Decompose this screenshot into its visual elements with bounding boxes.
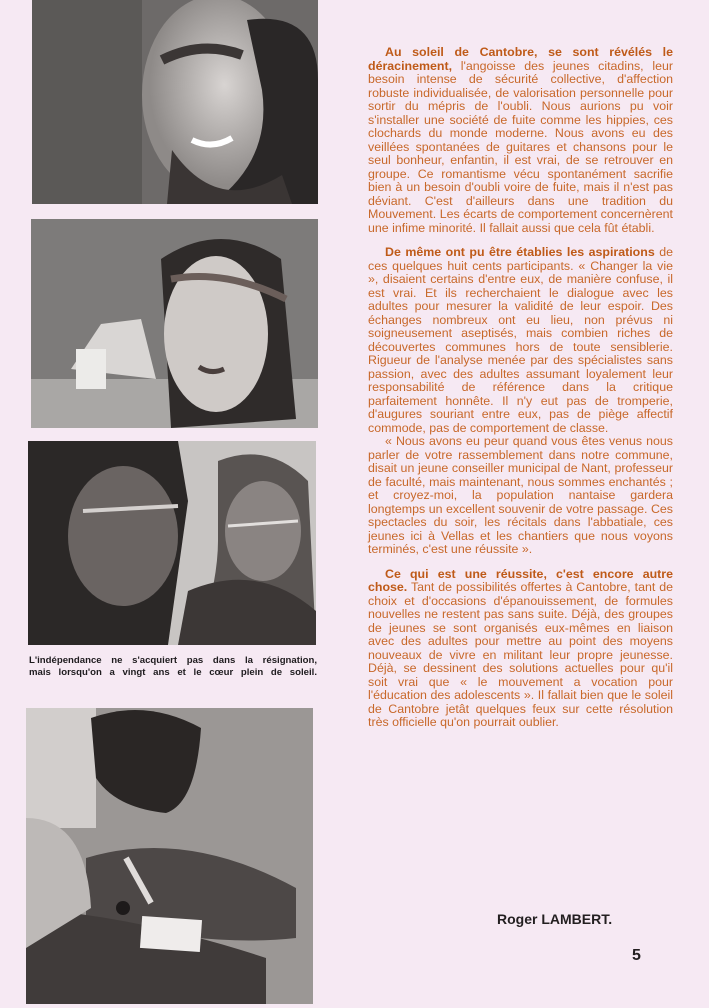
paragraph-text: Tant de possibilités offertes à Cantobre, tant de choix et d'occasions d'épanouissement, de formules nouvelles ne restent pas sans suite. Déjà, des groupes de jeunes se sont organisés eux-mêmes en liaison avec des adultes pour mettre au point des moyens nouveaux de vivre en militant leur propre jeunesse. Déjà, se dessinent des solutions actuelles pour qu'il soit vrai que « le mouvement a vocation pour l'éducation des adolescents ». Il fallait bien que le soleil de Cantobre jetât quelques feux sur cette résolution très officielle qu'on pourrait oublier.: [368, 580, 673, 729]
article-paragraph: [368, 568, 673, 730]
paragraph-text: l'angoisse des jeunes citadins, leur besoin intense de sécurité collective, d'affection robuste individualisée, de valorisation personnelle pour sortir du mépris de l'oubli. Nous aurions pu voir s'installer une société de fuite comme les hippies, ces clochards du monde moderne. Nous avons eu des veillées spontanées de guitares et chansons pour le seul bonheur, enfantin, il est vrai, de se retrouver en groupe. Ce romantisme vécu spontanément sacrifie bien à un besoin d'oubli voire de fuite, mais il n'est pas déviant. C'est d'ailleurs dans une tradition du Mouvement. Les écarts de comportement concernèrent une infime minorité. Il fallait aussi que cela fût établi.: [368, 58, 673, 235]
paragraph-lead: Ce qui est une réussite, c'est encore autre chose.: [368, 566, 673, 594]
photo-bearded-man-smiling: [32, 0, 318, 204]
photo-girl-headband: [31, 219, 318, 428]
author-signature: Roger LAMBERT.: [497, 911, 613, 927]
caption-line-1: L'indépendance ne s'acquiert pas dans la résignation,: [29, 655, 317, 666]
caption-line-2: mais lorsqu'on a vingt ans et le cœur plein de soleil.: [29, 667, 317, 678]
paragraph-text: de ces quelques huit cents participants. « Changer la vie », disaient certains d'entre eux, de manière confuse, il est vrai. Et ils recherchaient le dialogue avec les adultes pour mesurer la validité de leur espoir. Des échanges nombreux ont eu lieu, non prévus ni soigneusement aseptisés, mais combien riches de découvertes communes hors de toute sensiblerie. Rigueur de l'analyse menée par des spécialistes sans passion, avec des adultes assumant loyalement leur responsabilité de référence dans la critique parfaitement honnête. Il n'y eut pas de tromperie, d'augures souriant entre eux, pas de piège affectif commode, pas de comportement de classe.: [368, 245, 673, 435]
article-body: [368, 46, 673, 741]
paragraph-text: « Nous avons eu peur quand vous êtes venus nous parler de votre rassemblement dans notre commune, disait un jeune conseiller municipal de Nant, professeur de faculté, mais maintenant, nous sommes enchantés ; et croyez-moi, la population nantaise gardera longtemps un excellent souvenir de votre passage. Ces spectacles du soir, les récitals dans l'abbatiale, ces jeunes ici à Vellas et les chantiers que nous voyons terminés, c'est une réussite ».: [368, 434, 673, 556]
article-paragraph: [368, 246, 673, 435]
photo-two-youths-glasses: [28, 441, 316, 645]
photo-image: [31, 219, 318, 428]
page-number: 5: [632, 947, 641, 964]
photo-youth-writing: [26, 708, 313, 1004]
photo-caption: [29, 655, 317, 679]
article-paragraph: [368, 46, 673, 235]
paragraph-lead: De même ont pu être établies les aspirations: [385, 245, 655, 259]
photo-image: [32, 0, 318, 204]
photo-image: [28, 441, 316, 645]
photo-image: [26, 708, 313, 1004]
article-paragraph-quote: [368, 435, 673, 557]
paragraph-lead: Au soleil de Cantobre, se sont révélés le déracinement,: [368, 45, 673, 73]
